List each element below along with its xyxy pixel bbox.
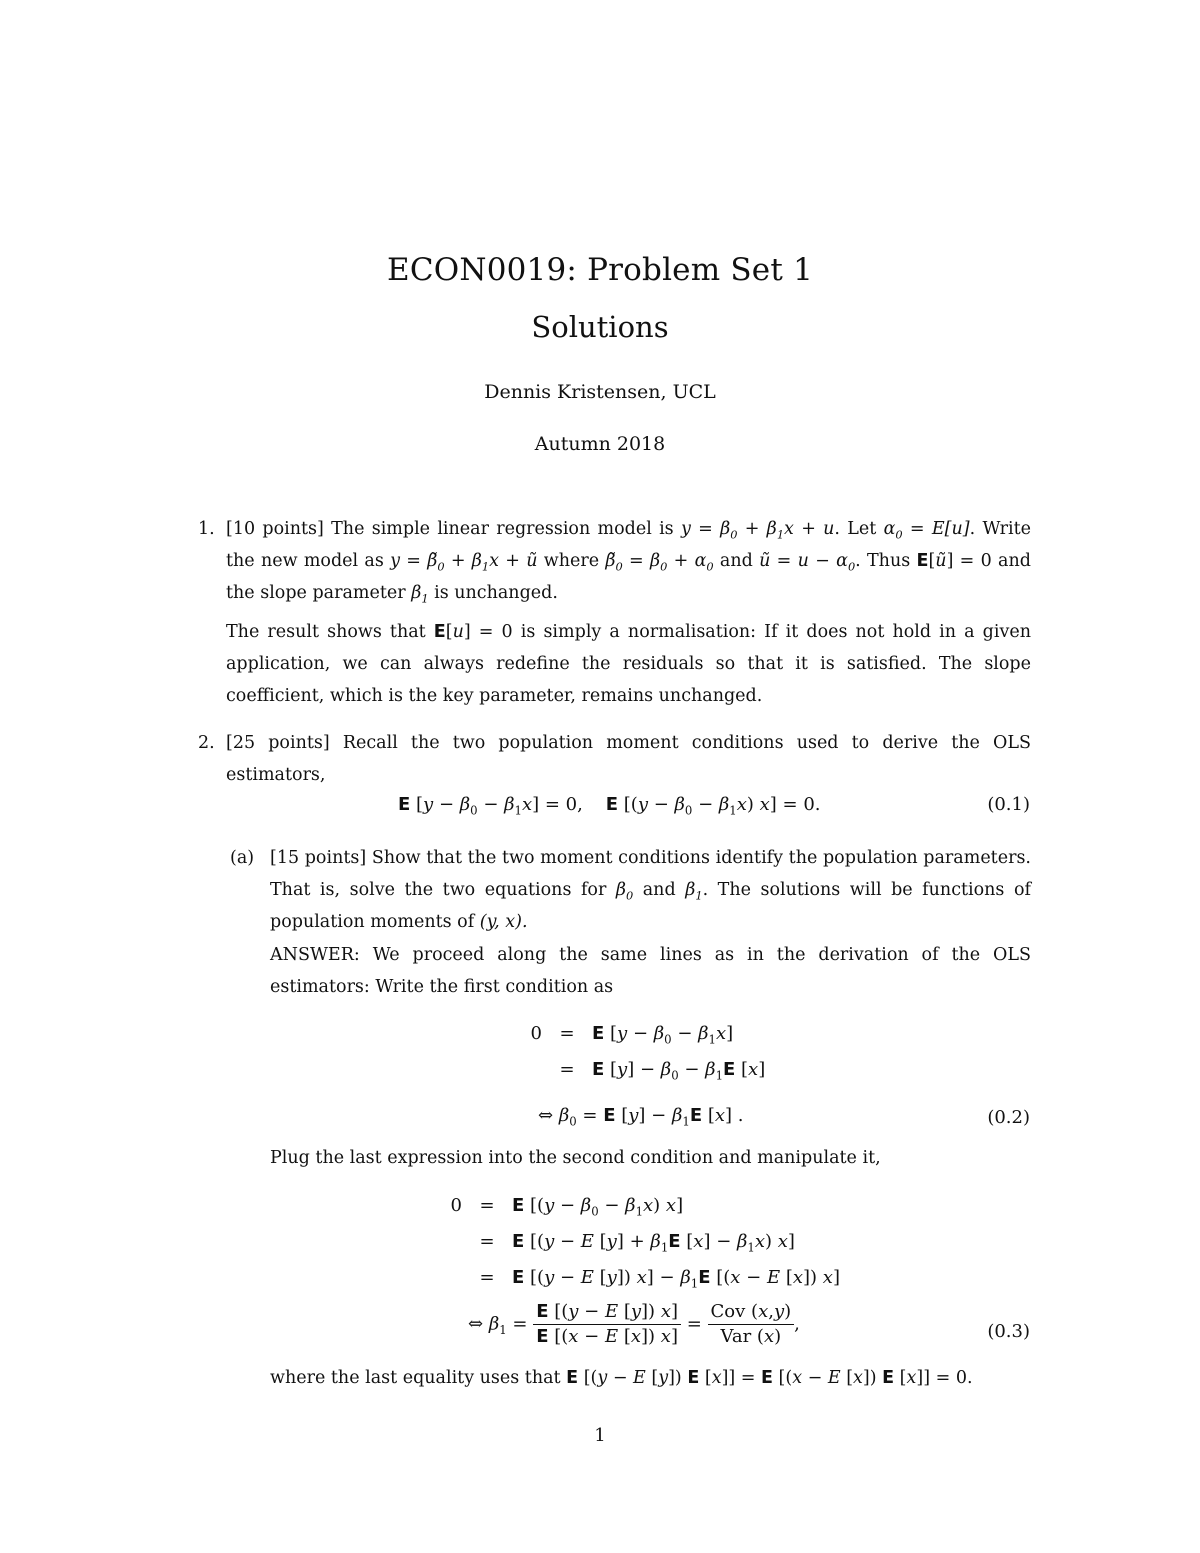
q1-text-c: Write the new model as [226,519,1031,571]
where-text: where the last equality uses that [270,1368,561,1388]
q1-remark-text-b: is simply a normalisation: If it does not hold in a given application, we can always redefine the residuals so that it is satisfied. The slope coefficient, which is the key parameter, remains unchanged. [226,622,1031,706]
beta1-solution-equation: ⇔ $\beta_1$ = $\frac{E [(y - E [y]) x]}{E [(x - E [x]) x]}$ = $\frac{\text{Cov (x,y)}}{\text{Var (x)}}$ , [468,1301,800,1347]
q2-number: 2. [198,733,215,753]
moment-conditions-equation: E $[y - \beta_0 - \beta_1x] = 0$, E [$(y - \beta_0 - \beta_1x)$ x] = 0. [398,794,821,818]
q1-remark-text-a: The result shows that [226,622,426,642]
q1-points: [10 points] [226,519,324,539]
page-number: 1 [594,1425,606,1446]
q2a-answer-paragraph [270,939,1031,1003]
author-line: Dennis Kristensen, UCL [484,381,716,403]
q1-paragraph: [10 points] The simple linear regression model is $y = \beta_0 + \beta_1x + u$. Let $\alpha_0 = E[u]$. Write the new model as $y = \betã_0 + \beta_1x$ + ũ where $\betã_0 = \beta_0 + \alpha_0$ and ũ = $u - \alpha_0$. Thus E[ũ] = 0 and the slope parameter $\beta_1$ is unchanged. [226,519,1031,606]
q2-points: [25 points] [226,733,330,753]
equation-label-0-2: (0.2) [987,1107,1030,1128]
answer-label: ANSWER: [270,945,360,965]
derivation-0-3 [0,1188,1200,1296]
q1-remark-equation: E[u] = 0 [433,622,513,642]
q2a-text-a: Show that the two moment conditions identify the population parameters. That is, solve the two equations for [270,848,1031,900]
q2a-beta0-symbol: $\beta_0$ [615,880,634,903]
q2a-text-c: (y, x). [479,912,528,932]
q1-text-a: The simple linear regression model is [331,519,674,539]
q1-text-e: and [719,551,753,571]
q1-text-b: . Let [834,519,877,539]
derivation-0-2-row-3: ⇔ $\beta_0 = E$ $[y] - \beta_1E$ [x] . [538,1105,744,1129]
answer-text: We proceed along the same lines as in the derivation of the OLS estimators: Write the first condition as [270,945,1031,997]
derivation-0-3-row-3: = E [(y − E [y]) $x] - \beta_1E$ [(x − E [x]) x] [479,1267,840,1291]
equation-label-0-3: (0.3) [987,1321,1030,1342]
beta1-fraction-cov-var: $\frac{\text{Cov (x,y)}}{\text{Var (x)}}$ [708,1300,795,1349]
q1-new-model-equation: $y = \betã_0 + \beta_1x$ + ũ [390,551,538,574]
plug-paragraph: Plug the last expression into the second condition and manipulate it, [270,1148,881,1168]
q1-beta-tilde-equation: $\betã_0 = \beta_0 + \alpha_0$ [605,551,714,574]
page-subtitle: Solutions [531,310,669,344]
q1-remark-paragraph [226,616,1031,712]
date-line: Autumn 2018 [534,433,666,455]
q2a-label: (a) [230,848,255,868]
q2a-text-b: . The solutions will be functions of population moments of [270,880,1031,932]
derivation-0-2-row-1: 0 = E $[y - \beta_0 - \beta_1x]$ [530,1023,734,1047]
page-title: ECON0019: Problem Set 1 [387,252,813,288]
where-paragraph [270,1362,1031,1394]
q2a-points: [15 points] [270,848,367,868]
q1-model-equation: $y = \beta_0 + \beta_1x + u$ [680,519,835,542]
where-equation: E [(y − E [y]) E [x]] = E [(x − E [x]) E [x]] = 0. [566,1368,973,1388]
q1-number: 1. [198,519,215,539]
q1-text-f: . Thus [855,551,911,571]
q2a-beta1-symbol: $\beta_1$ [685,880,703,903]
q1-mean-equation: E[ũ] = 0 [916,551,992,571]
q2a-text-and: and [642,880,676,900]
derivation-0-3-row-2: = E [(y − E $[y] + \beta_1E$ $[x] - \beta_1x$) x] [479,1231,795,1255]
q2-text: Recall the two population moment conditions used to derive the OLS estimators, [226,733,1031,785]
q1-alpha-equation: $\alpha_0 = E[u]$ [883,519,970,542]
derivation-0-3-row-1: 0 = E [$(y - \beta_0 - \beta_1x)$ x] [450,1195,684,1219]
equation-label-0-1: (0.1) [987,794,1030,815]
q1-u-tilde-equation: ũ = $u - \alpha_0$ [759,551,856,574]
beta1-fraction-moments: $\frac{E [(y - E [y]) x]}{E [(x - E [x]) x]}$ [533,1300,681,1349]
q1-text-g: and the slope parameter [226,551,1031,603]
q1-text-h: is unchanged. [434,583,558,603]
q1-text-d: where [543,551,600,571]
q1-beta1-symbol: $\beta_1$ [411,583,429,606]
derivation-0-2-row-2: = E $[y] - \beta_0 - \beta_1E$ [x] [559,1059,766,1083]
q2a-paragraph [270,842,1031,938]
q2-paragraph [226,727,1031,791]
